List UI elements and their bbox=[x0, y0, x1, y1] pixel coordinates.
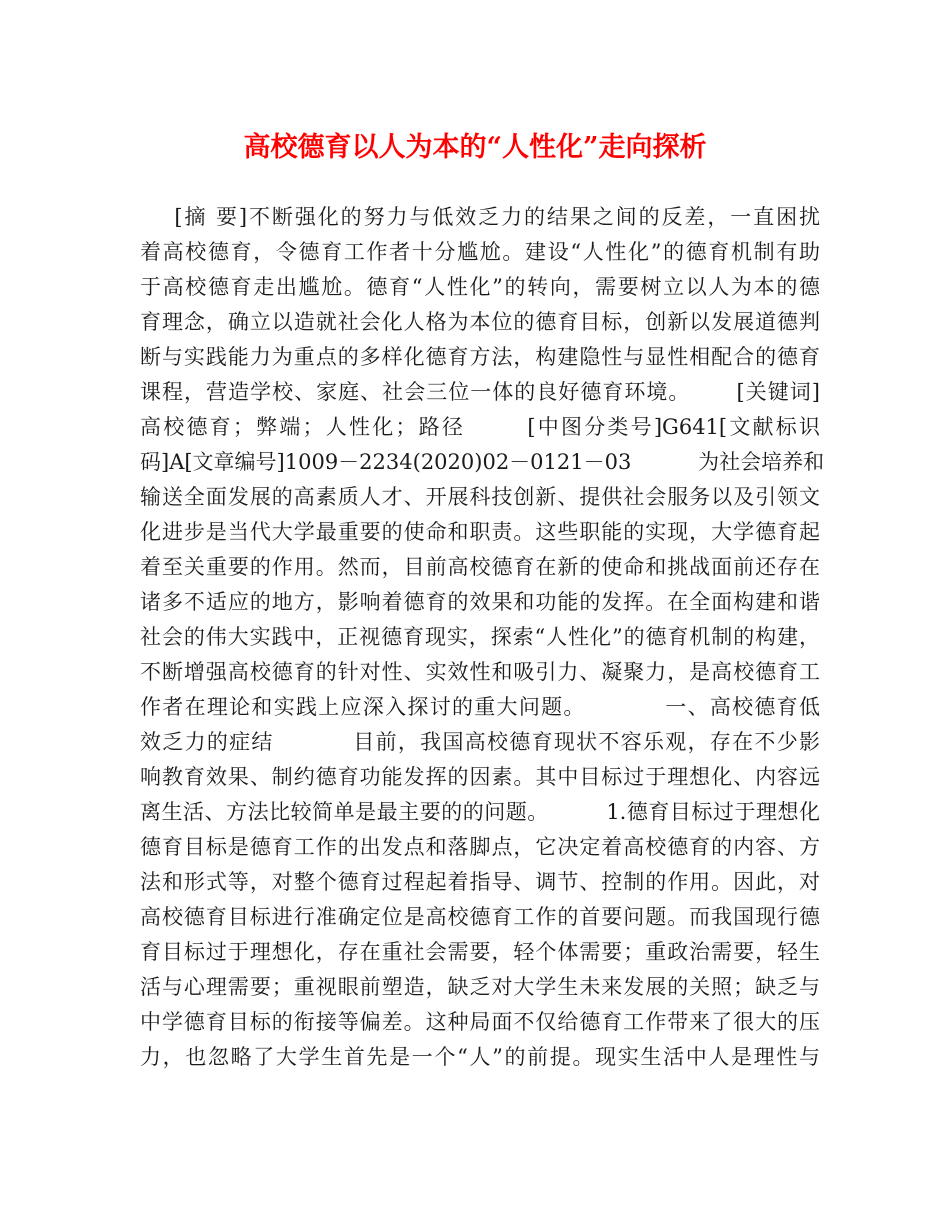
body-line: 输送全面发展的高素质人才、开展科技创新、提供社会服务以及引领文 bbox=[140, 485, 820, 509]
body-line: 码]A[文章编号]1009－2234(2020)02－0121－03 为社会培养和 bbox=[140, 450, 825, 474]
body-line: 育目标过于理想化，存在重社会需要，轻个体需要；重政治需要，轻生 bbox=[140, 940, 820, 964]
body-line: 着至关重要的作用。然而，目前高校德育在新的使命和挑战面前还存在 bbox=[140, 555, 820, 579]
body-line: 育理念，确立以造就社会化人格为本位的德育目标，创新以发展道德判 bbox=[140, 310, 820, 334]
body-line: 效乏力的症结 目前，我国高校德育现状不容乐观，存在不少影 bbox=[140, 730, 820, 754]
body-line: 不断增强高校德育的针对性、实效性和吸引力、凝聚力，是高校德育工 bbox=[140, 660, 820, 684]
body-line: 课程，营造学校、家庭、社会三位一体的良好德育环境。 [关键词] bbox=[140, 380, 820, 404]
body-line: 德育目标是德育工作的出发点和落脚点，它决定着高校德育的内容、方 bbox=[140, 835, 820, 859]
body-line: 作者在理论和实践上应深入探讨的重大问题。 一、高校德育低 bbox=[140, 695, 820, 719]
body-line: 化进步是当代大学最重要的使命和职责。这些职能的实现，大学德育起 bbox=[140, 520, 820, 544]
body-line: 法和形式等，对整个德育过程起着指导、调节、控制的作用。因此，对 bbox=[140, 870, 820, 894]
body-line: 力，也忽略了大学生首先是一个“人”的前提。现实生活中人是理性与 bbox=[140, 1045, 820, 1069]
body-line: 诸多不适应的地方，影响着德育的效果和功能的发挥。在全面构建和谐 bbox=[140, 590, 820, 614]
document-title: 高校德育以人为本的“人性化”走向探析 bbox=[243, 132, 707, 163]
body-line: 断与实践能力为重点的多样化德育方法，构建隐性与显性相配合的德育 bbox=[140, 345, 820, 369]
body-line: 社会的伟大实践中，正视德育现实，探索“人性化”的德育机制的构建， bbox=[140, 625, 820, 649]
body-line: 高校德育；弊端；人性化；路径 [中图分类号]G641[文献标识 bbox=[140, 415, 820, 439]
body-line: 高校德育目标进行准确定位是高校德育工作的首要问题。而我国现行德 bbox=[140, 905, 820, 929]
body-line: 于高校德育走出尴尬。德育“人性化”的转向，需要树立以人为本的德 bbox=[140, 275, 820, 299]
document-body bbox=[140, 200, 825, 1075]
body-line: 响教育效果、制约德育功能发挥的因素。其中目标过于理想化、内容远 bbox=[140, 765, 820, 789]
body-line: 中学德育目标的衔接等偏差。这种局面不仅给德育工作带来了很大的压 bbox=[140, 1010, 820, 1034]
body-line: 离生活、方法比较简单是最主要的的问题。 1.德育目标过于理想化 bbox=[140, 800, 820, 824]
body-line: 活与心理需要；重视眼前塑造，缺乏对大学生未来发展的关照；缺乏与 bbox=[140, 975, 820, 999]
body-line: 着高校德育，令德育工作者十分尴尬。建设“人性化”的德育机制有助 bbox=[140, 240, 820, 264]
body-line: [摘 要]不断强化的努力与低效乏力的结果之间的反差，一直困扰 bbox=[140, 205, 820, 229]
